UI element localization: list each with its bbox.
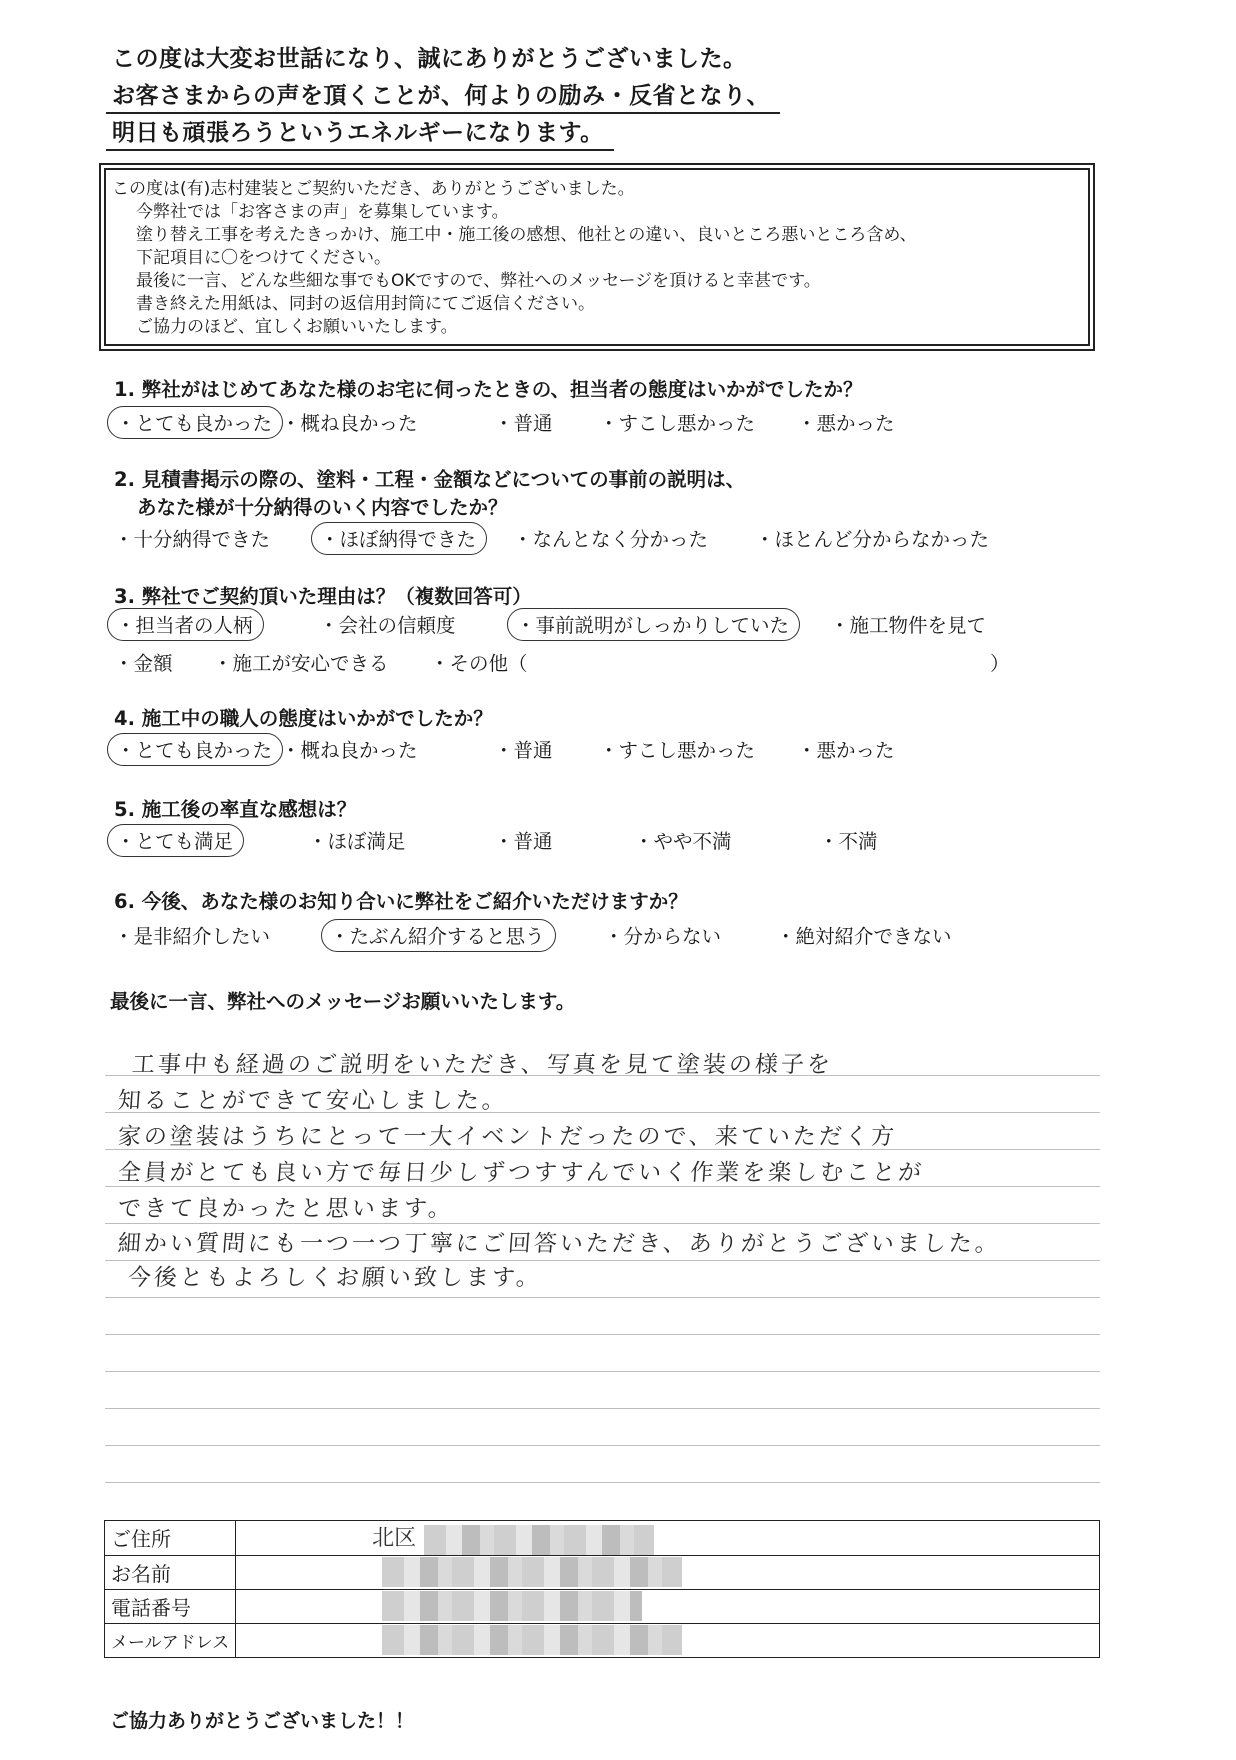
q5-option-selected[interactable]: ・とても満足 [107,824,244,857]
question-2-cont: あなた様が十分納得のいく内容でしたか？ [137,496,508,519]
ruled-line [105,1445,1100,1446]
q5-option[interactable]: ・やや不満 [634,830,732,853]
q2-option[interactable]: ・なんとなく分かった [513,528,709,551]
handwritten-line: 家の塗装はうちにとって一大イベントだったので、来ていただく方 [116,1124,898,1150]
q1-option[interactable]: ・悪かった [797,412,895,435]
question-6: 6. 今後、あなた様のお知り合いに弊社をご紹介いただけますか？ [114,890,688,913]
intro-line: 下記項目に〇をつけてください。 [136,248,391,268]
handwritten-line: 知ることができて安心しました。 [116,1088,509,1114]
address-label: ご住所 [105,1521,236,1556]
address-value: 北区 [372,1526,417,1551]
ruled-line [105,1408,1100,1409]
q6-option-selected[interactable]: ・たぶん紹介すると思う [321,919,556,952]
q2-option-selected[interactable]: ・ほぼ納得できた [311,522,487,555]
redacted-block [382,1557,682,1587]
q5-option[interactable]: ・普通 [494,830,553,853]
phone-row [105,1589,1100,1623]
q5-option[interactable]: ・不満 [819,830,878,853]
question-3: 3. 弊社でご契約頂いた理由は？（複数回答可） [114,585,532,608]
q6-option[interactable]: ・絶対紹介できない [776,925,952,948]
email-field[interactable] [236,1623,1100,1657]
phone-field[interactable] [236,1589,1100,1623]
q3-option[interactable]: ・施工が安心できる [213,652,389,675]
intro-line: ご協力のほど、宜しくお願いいたします。 [136,317,458,337]
address-field[interactable] [236,1521,1100,1556]
email-row [105,1623,1100,1657]
q4-option-selected[interactable]: ・とても良かった [107,733,283,766]
intro-line: 書き終えた用紙は、同封の返信用封筒にてご返信ください。 [136,294,595,314]
q3-option[interactable]: ・会社の信頼度 [319,614,456,637]
q3-option-other[interactable]: ・その他（ [430,652,528,675]
q3-option-selected[interactable]: ・担当者の人柄 [107,608,264,641]
question-5: 5. 施工後の率直な感想は？ [114,798,357,821]
redacted-block [424,1525,654,1555]
q6-option[interactable]: ・分からない [604,925,722,948]
intro-line: 最後に一言、どんな些細な事でもOKですので、弊社へのメッセージを頂けると幸甚です。 [136,271,821,291]
q1-option[interactable]: ・概ね良かった [281,412,418,435]
q5-option[interactable]: ・ほぼ満足 [308,830,406,853]
intro-line: この度は(有)志村建装とご契約いただき、ありがとうございました。 [112,179,635,199]
q2-option[interactable]: ・ほとんど分からなかった [755,528,990,551]
ruled-line [105,1482,1100,1483]
email-label: メールアドレス [105,1623,236,1657]
q6-option[interactable]: ・是非紹介したい [114,925,271,948]
redacted-block [382,1591,642,1621]
intro-line: 塗り替え工事を考えたきっかけ、施工中・施工後の感想、他社との違い、良いところ悪いところ含め、 [136,225,917,245]
q1-option[interactable]: ・普通 [494,412,553,435]
message-prompt: 最後に一言、弊社へのメッセージお願いいたします。 [110,990,576,1013]
intro-box [104,168,1090,346]
name-row [105,1555,1100,1589]
question-2: 2. 見積書掲示の際の、塗料・工程・金額などについての事前の説明は、 [114,468,746,491]
contact-table [104,1520,1100,1658]
handwritten-line: 細かい質問にも一つ一つ丁寧にご回答いただき、ありがとうございました。 [116,1231,1002,1257]
handwritten-line: 全員がとても良い方で毎日少しずつすすんでいく作業を楽しむことが [116,1160,925,1186]
phone-label: 電話番号 [105,1589,236,1623]
question-1: 1. 弊社がはじめてあなた様のお宅に伺ったときの、担当者の態度はいかがでしたか？ [114,378,863,401]
q3-option[interactable]: ・金額 [114,652,173,675]
q2-option[interactable]: ・十分納得できた [114,528,271,551]
handwritten-line: できて良かったと思います。 [116,1196,455,1222]
q4-option[interactable]: ・普通 [494,739,553,762]
q1-option-selected[interactable]: ・とても良かった [107,406,283,439]
ruled-line [105,1334,1100,1335]
handwritten-line: 今後ともよろしくお願い致します。 [126,1265,543,1291]
handwritten-line: 工事中も経過のご説明をいただき、写真を見て塗装の様子を [130,1052,834,1078]
footer-thanks: ご協力ありがとうございました！！ [110,1710,415,1732]
header-line-3: 明日も頑張ろうというエネルギーになります。 [112,114,604,147]
q1-option[interactable]: ・すこし悪かった [599,412,756,435]
name-field[interactable] [236,1555,1100,1589]
ruled-line [105,1223,1100,1224]
q3-option-selected[interactable]: ・事前説明がしっかりしていた [507,608,800,641]
q4-option[interactable]: ・すこし悪かった [599,739,756,762]
q4-option[interactable]: ・悪かった [797,739,895,762]
q4-option[interactable]: ・概ね良かった [281,739,418,762]
question-4: 4. 施工中の職人の態度はいかがでしたか？ [114,707,493,730]
intro-line: 今弊社では「お客さまの声」を募集しています。 [136,202,509,222]
address-row [105,1521,1100,1556]
ruled-line [105,1371,1100,1372]
header-line-1: この度は大変お世話になり、誠にありがとうございました。 [112,46,747,72]
header-line-2: お客さまからの声を頂くことが、何よりの励み・反省となり、 [112,77,770,110]
q3-other-close-paren: ） [990,652,1010,675]
ruled-line [105,1297,1100,1298]
name-label: お名前 [105,1555,236,1589]
q3-option[interactable]: ・施工物件を見て [830,614,987,637]
redacted-block [382,1625,682,1655]
